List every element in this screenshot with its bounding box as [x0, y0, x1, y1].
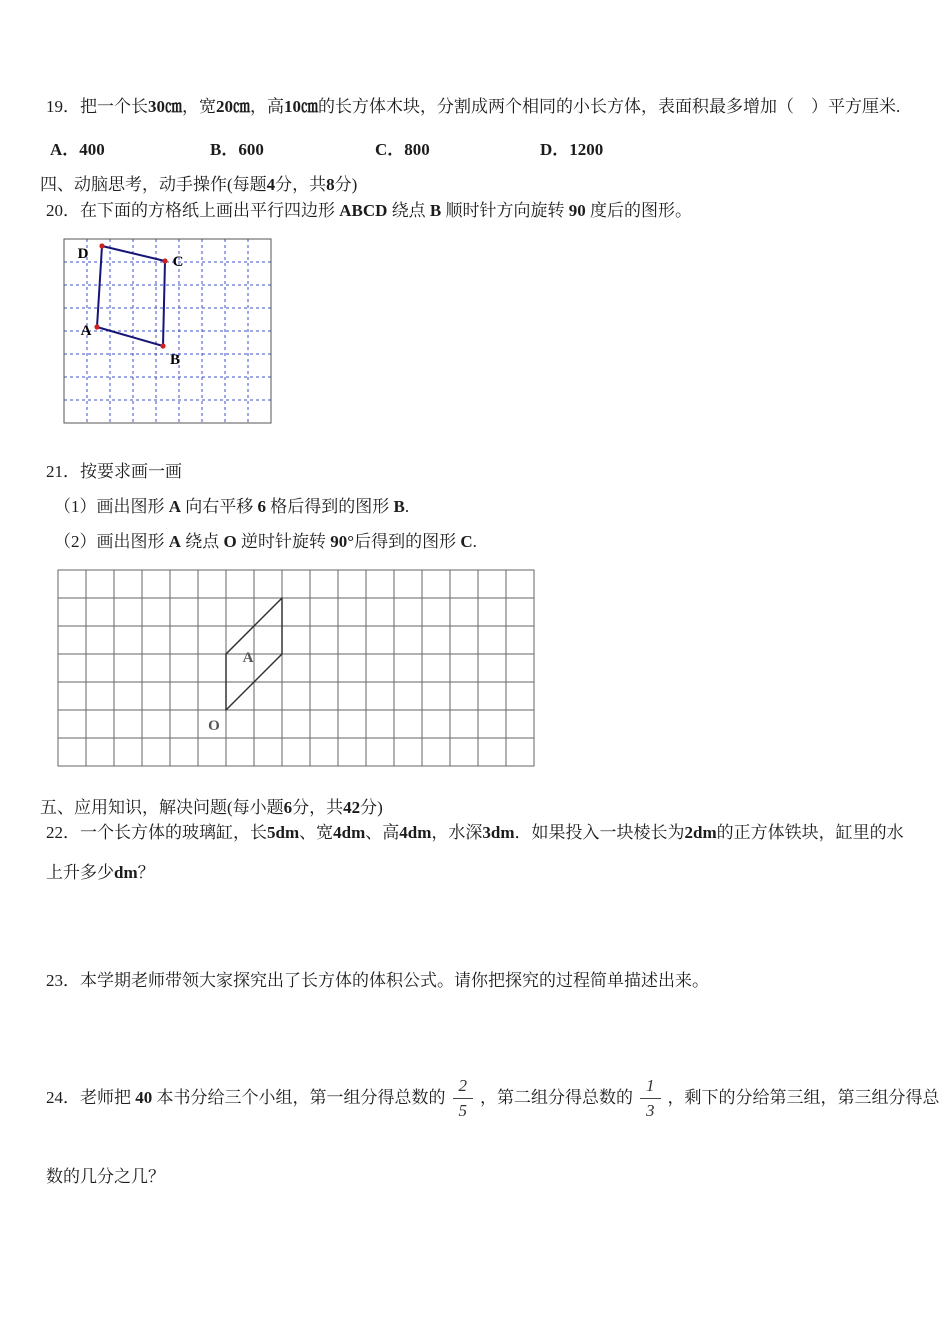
- vertex-label: A: [80, 323, 92, 339]
- question-24-line-2: [46, 1166, 165, 1187]
- option-b: B．600: [210, 140, 264, 159]
- option-c: C．800: [375, 140, 430, 159]
- option-d: D．1200: [540, 140, 604, 159]
- text-segment: 30㎝: [148, 97, 182, 116]
- text-segment: （1）画出图形: [54, 497, 169, 516]
- text-segment: A: [168, 497, 182, 516]
- text-segment: 2dm: [684, 823, 717, 842]
- text-segment: 分): [360, 798, 383, 817]
- question-21-sub-2: [54, 531, 477, 552]
- section-5-header: [40, 797, 383, 818]
- text-segment: O: [223, 532, 237, 551]
- text-segment: 6: [283, 798, 293, 817]
- vertex-label: A: [242, 650, 254, 666]
- text-segment: 逆时针旋转: [236, 532, 331, 551]
- text-segment: 24．老师把: [46, 1088, 136, 1108]
- question-22-line-2: [46, 862, 155, 883]
- text-segment: 绕点: [387, 201, 430, 220]
- vertex-label: B: [169, 352, 181, 368]
- text-segment: （2）画出图形: [54, 532, 169, 551]
- text-segment: 21．按要求画一画: [46, 462, 182, 481]
- question-21-sub-1: [54, 496, 409, 517]
- text-segment: 、高: [365, 823, 400, 842]
- question-21-text: [46, 461, 182, 482]
- text-segment: ABCD: [339, 201, 388, 220]
- text-segment: 向右平移: [181, 497, 258, 516]
- text-segment: 分，共: [275, 175, 327, 194]
- text-segment: .: [404, 497, 410, 516]
- text-segment: 上升多少: [46, 863, 114, 882]
- question-24-text-1: [46, 1087, 446, 1108]
- question-20-grid-canvas: [62, 237, 273, 425]
- text-segment: 23．本学期老师带领大家探究出了长方体的体积公式。请你把探究的过程简单描述出来。: [46, 971, 709, 990]
- vertex-label: D: [77, 246, 89, 262]
- text-segment: 的正方体铁块，缸里的水: [716, 823, 904, 842]
- text-segment: 分，共: [292, 798, 344, 817]
- text-segment: 10㎝: [284, 97, 318, 116]
- fraction-numerator: 1: [640, 1075, 661, 1099]
- vertex-dot: [160, 343, 165, 348]
- vertex-label: O: [208, 718, 220, 734]
- vertex-label: C: [172, 254, 184, 270]
- question-24-text-2: [480, 1087, 633, 1108]
- vertex-dot: [99, 243, 104, 248]
- option-a: A．400: [50, 140, 105, 159]
- text-segment: ，高: [250, 97, 284, 116]
- section-4-header: [40, 174, 357, 195]
- question-20-text: [46, 200, 692, 221]
- text-segment: ，水深: [431, 823, 483, 842]
- text-segment: 4dm: [333, 823, 366, 842]
- text-segment: C: [460, 532, 473, 551]
- text-segment: 、宽: [299, 823, 334, 842]
- text-segment: 5dm: [267, 823, 300, 842]
- text-segment: ？: [137, 863, 155, 882]
- text-segment: 90: [568, 201, 586, 220]
- text-segment: 20㎝: [216, 97, 250, 116]
- question-24-text-3: [668, 1087, 940, 1108]
- text-segment: A: [168, 532, 182, 551]
- text-segment: 22．一个长方体的玻璃缸，长: [46, 823, 267, 842]
- text-segment: 19．把一个长: [46, 97, 148, 116]
- text-segment: 3dm: [482, 823, 515, 842]
- question-19-options: [50, 139, 603, 160]
- text-segment: 90°: [330, 532, 355, 551]
- text-segment: .: [472, 532, 477, 551]
- text-segment: 分): [334, 175, 358, 194]
- text-segment: ，第二组分得总数的: [480, 1088, 633, 1108]
- text-segment: 顺时针方向旋转: [441, 201, 569, 220]
- text-segment: 度后的图形。: [585, 201, 693, 220]
- text-segment: 40: [135, 1088, 153, 1108]
- text-segment: 6: [257, 497, 267, 516]
- vertex-dot: [94, 324, 99, 329]
- text-segment: ，剩下的分给第三组，第三组分得总: [667, 1088, 940, 1108]
- question-19-text: [46, 96, 900, 117]
- text-segment: 8: [326, 175, 335, 194]
- text-segment: 五、应用知识，解决问题(每小题: [40, 798, 284, 817]
- text-segment: 20．在下面的方格纸上画出平行四边形: [46, 201, 340, 220]
- text-segment: 四、动脑思考，动手操作(每题: [40, 175, 267, 194]
- text-segment: 的长方体木块，分割成两个相同的小长方体，表面积最多增加（ ）平方厘米.: [318, 97, 901, 116]
- fraction-denominator: 5: [458, 1100, 467, 1120]
- text-segment: B: [429, 201, 442, 220]
- text-segment: 4: [266, 175, 276, 194]
- text-segment: dm: [114, 863, 138, 882]
- text-segment: 本书分给三个小组，第一组分得总数的: [152, 1088, 446, 1108]
- question-22-line-1: [46, 822, 904, 843]
- text-segment: 后得到的图形: [354, 532, 461, 551]
- text-segment: 绕点: [181, 532, 224, 551]
- text-segment: 格后得到的图形: [266, 497, 394, 516]
- question-24-line-1: [46, 1075, 940, 1120]
- text-segment: ，宽: [182, 97, 216, 116]
- question-23-text: [46, 970, 709, 991]
- grid-border: [58, 570, 534, 766]
- vertex-dot: [162, 258, 167, 263]
- fraction-two-fifths: [453, 1075, 474, 1120]
- text-segment: B: [393, 497, 405, 516]
- text-segment: ．如果投入一块棱长为: [514, 823, 685, 842]
- fraction-denominator: 3: [646, 1100, 655, 1120]
- fraction-one-third: [640, 1075, 661, 1120]
- question-21-grid-canvas: [56, 568, 536, 768]
- text-segment: 42: [343, 798, 361, 817]
- text-segment: 数的几分之几？: [46, 1167, 165, 1186]
- text-segment: 4dm: [399, 823, 432, 842]
- fraction-numerator: 2: [453, 1075, 474, 1099]
